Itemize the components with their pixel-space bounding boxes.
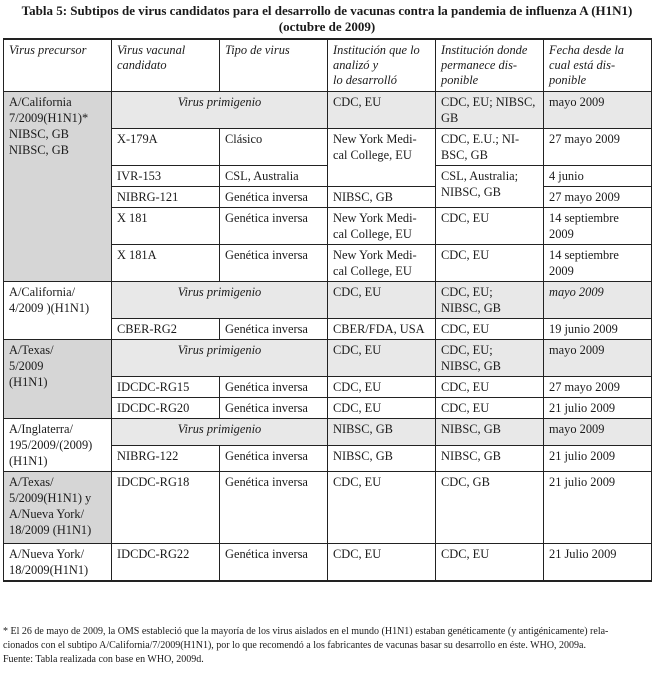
type-cell: Genética inversa (220, 245, 328, 282)
candidate-cell: NIBRG-122 (112, 445, 220, 472)
institution-cell: New York Medi- cal College, EU (328, 208, 436, 245)
institution-cell: New York Medi- cal College, EU (328, 129, 436, 187)
primigenio-label: Virus primigenio (112, 282, 328, 319)
header-candidate: Virus vacunal candidato (112, 39, 220, 92)
footnote-line-2: cionados con el subtipo A/California/7/2009(H1N1), por lo que recomendó a los fabricantes de vacunas basar su desarrollo en éste. WHO, 2009a. (3, 640, 586, 651)
institution-cell: CDC, EU (328, 472, 436, 544)
institution-cell: New York Medi- cal College, EU (328, 245, 436, 282)
available-cell: NIBSC, GB (436, 445, 544, 472)
available-cell: CDC, EU (436, 398, 544, 419)
primigenio-label: Virus primigenio (112, 92, 328, 129)
vaccine-table (3, 38, 652, 582)
header-date: Fecha desde la cual está dis- ponible (544, 39, 652, 92)
institution-cell: CBER/FDA, USA (328, 319, 436, 340)
candidate-cell: X 181A (112, 245, 220, 282)
header-type: Tipo de virus (220, 39, 328, 92)
primigenio-label: Virus primigenio (112, 340, 328, 377)
table-row (4, 282, 652, 319)
available-cell: CDC, GB (436, 472, 544, 544)
institution-cell: NIBSC, GB (328, 187, 436, 208)
title-line-1: Tabla 5: Subtipos de virus candidatos para el desarrollo de vacunas contra la pandemia de influenza A (H1N1) (21, 3, 633, 18)
candidate-cell: IDCDC-RG22 (112, 544, 220, 582)
header-row (4, 39, 652, 92)
header-institution-developed: Institución que lo analizó y lo desarrolló (328, 39, 436, 92)
available-cell: CDC, EU (436, 544, 544, 582)
date-cell: 14 septiembre 2009 (544, 245, 652, 282)
precursor-cell: A/Texas/ 5/2009 (H1N1) (4, 340, 112, 419)
table-title (0, 3, 654, 35)
type-cell: Genética inversa (220, 445, 328, 472)
available-cell: CSL, Australia; NIBSC, GB (436, 166, 544, 208)
institution-cell: CDC, EU (328, 340, 436, 377)
available-cell: CDC, EU; NIBSC, GB (436, 282, 544, 319)
header-institution-available: Institución donde permanece dis- ponible (436, 39, 544, 92)
date-cell: 27 mayo 2009 (544, 129, 652, 166)
institution-cell: CDC, EU (328, 377, 436, 398)
table-row (4, 472, 652, 544)
date-cell: mayo 2009 (544, 92, 652, 129)
type-cell: Genética inversa (220, 544, 328, 582)
date-cell: mayo 2009 (544, 282, 652, 319)
candidate-cell: IDCDC-RG18 (112, 472, 220, 544)
table-row (4, 340, 652, 377)
date-cell: 21 julio 2009 (544, 472, 652, 544)
footnote-line-1: * El 26 de mayo de 2009, la OMS estableció que la mayoría de los virus aislados en el mundo (H1N1) estaban genéticamente (y antigénicamente) rela- (3, 626, 609, 637)
candidate-cell: NIBRG-121 (112, 187, 220, 208)
candidate-cell: IVR-153 (112, 166, 220, 187)
date-cell: 14 septiembre 2009 (544, 208, 652, 245)
date-cell: 21 julio 2009 (544, 398, 652, 419)
precursor-cell: A/Texas/ 5/2009(H1N1) y A/Nueva York/ 18/2009 (H1N1) (4, 472, 112, 544)
precursor-cell: A/Nueva York/ 18/2009(H1N1) (4, 544, 112, 582)
type-cell: Genética inversa (220, 398, 328, 419)
institution-cell: CDC, EU (328, 282, 436, 319)
date-cell: mayo 2009 (544, 419, 652, 446)
date-cell: 21 julio 2009 (544, 445, 652, 472)
precursor-cell: A/California/ 4/2009 )(H1N1) (4, 282, 112, 340)
table-row (4, 419, 652, 446)
available-cell: NIBSC, GB (436, 419, 544, 446)
institution-cell: CDC, EU (328, 92, 436, 129)
date-cell: 4 junio (544, 166, 652, 187)
institution-cell: CDC, EU (328, 544, 436, 582)
available-cell: CDC, EU; NIBSC, GB (436, 92, 544, 129)
candidate-cell: X-179A (112, 129, 220, 166)
type-cell: Genética inversa (220, 187, 328, 208)
table-row (4, 544, 652, 582)
institution-cell: NIBSC, GB (328, 445, 436, 472)
precursor-cell: A/Inglaterra/ 195/2009/(2009) (H1N1) (4, 419, 112, 472)
type-cell: CSL, Australia (220, 166, 328, 187)
table-row (4, 92, 652, 129)
date-cell: 27 mayo 2009 (544, 187, 652, 208)
available-cell: CDC, EU (436, 377, 544, 398)
type-cell: Clásico (220, 129, 328, 166)
available-cell: CDC, EU (436, 208, 544, 245)
table-notes (3, 625, 651, 667)
type-cell: Genética inversa (220, 208, 328, 245)
primigenio-label: Virus primigenio (112, 419, 328, 446)
available-cell: CDC, E.U.; NI- BSC, GB (436, 129, 544, 166)
precursor-cell: A/California 7/2009(H1N1)* NIBSC, GB NIBSC, GB (4, 92, 112, 282)
type-cell: Genética inversa (220, 472, 328, 544)
type-cell: Genética inversa (220, 377, 328, 398)
date-cell: 27 mayo 2009 (544, 377, 652, 398)
institution-cell: NIBSC, GB (328, 419, 436, 446)
date-cell: 19 junio 2009 (544, 319, 652, 340)
candidate-cell: IDCDC-RG15 (112, 377, 220, 398)
candidate-cell: CBER-RG2 (112, 319, 220, 340)
date-cell: 21 Julio 2009 (544, 544, 652, 582)
candidate-cell: X 181 (112, 208, 220, 245)
type-cell: Genética inversa (220, 319, 328, 340)
available-cell: CDC, EU (436, 245, 544, 282)
institution-cell: CDC, EU (328, 398, 436, 419)
source-note: Fuente: Tabla realizada con base en WHO, 2009d. (3, 654, 204, 665)
available-cell: CDC, EU; NIBSC, GB (436, 340, 544, 377)
available-cell: CDC, EU (436, 319, 544, 340)
title-line-2: (octubre de 2009) (278, 19, 376, 34)
candidate-cell: IDCDC-RG20 (112, 398, 220, 419)
header-precursor: Virus precursor (4, 39, 112, 92)
date-cell: mayo 2009 (544, 340, 652, 377)
